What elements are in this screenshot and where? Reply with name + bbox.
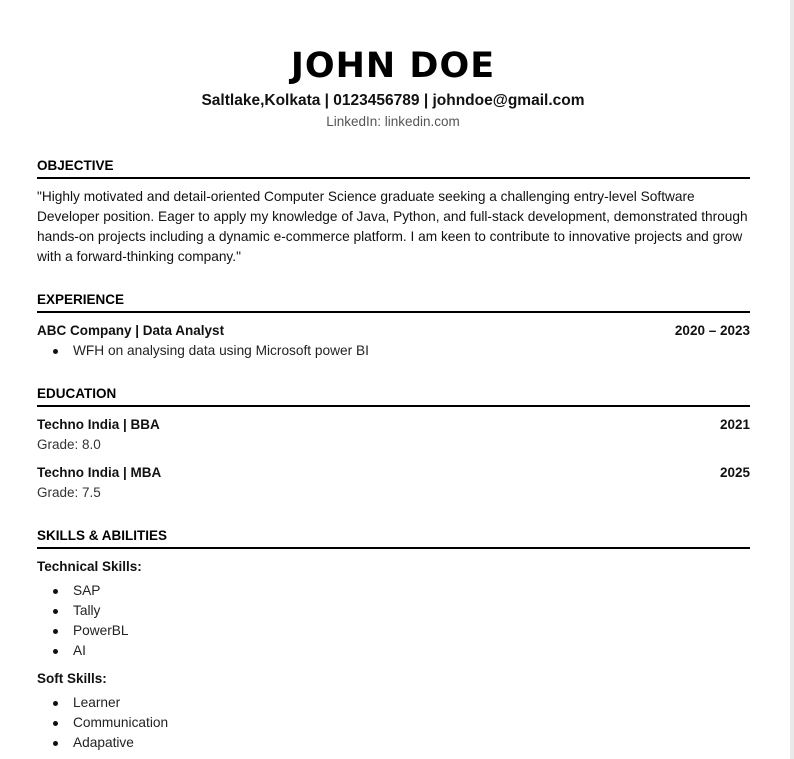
- technical-skills-list: [37, 581, 750, 661]
- education-school: Techno India | BBA: [37, 417, 160, 432]
- list-item: [37, 621, 750, 641]
- experience-dates: 2020 – 2023: [674, 323, 750, 338]
- education-school: Techno India | MBA: [37, 465, 162, 480]
- bullet-icon: [53, 349, 58, 354]
- bullet-icon: [53, 721, 58, 726]
- soft-skills-label: Soft Skills:: [37, 671, 107, 686]
- bullet-icon: [53, 589, 58, 594]
- objective-section: [37, 157, 750, 267]
- experience-role: ABC Company | Data Analyst: [37, 323, 225, 338]
- education-title: EDUCATION: [37, 385, 750, 407]
- scrollbar-track[interactable]: [790, 0, 794, 759]
- education-entry: [37, 463, 750, 503]
- education-section: [37, 385, 750, 511]
- bullet-icon: [53, 609, 58, 614]
- bullet-icon: [53, 701, 58, 706]
- bullet-icon: [53, 649, 58, 654]
- skill-text: AI: [73, 643, 86, 658]
- skill-text: SAP: [73, 583, 101, 598]
- contact-line: Saltlake,Kolkata | 0123456789 | johndoe@gmail.com: [201, 92, 585, 109]
- linkedin-line: LinkedIn: linkedin.com: [326, 114, 460, 129]
- skills-section: [37, 527, 750, 753]
- experience-title: EXPERIENCE: [37, 291, 750, 313]
- experience-bullet-text: WFH on analysing data using Microsoft power BI: [73, 343, 369, 358]
- education-entry: [37, 415, 750, 455]
- list-item: [37, 641, 750, 661]
- technical-skills-label: Technical Skills:: [37, 559, 142, 574]
- bullet-icon: [53, 629, 58, 634]
- skill-text: Adapative: [73, 735, 134, 750]
- experience-entry: [37, 321, 750, 341]
- soft-skills-list: [37, 693, 750, 753]
- skill-text: Communication: [73, 715, 169, 730]
- skill-text: Learner: [73, 695, 121, 710]
- skill-text: Tally: [73, 603, 101, 618]
- skill-text: PowerBL: [73, 623, 129, 638]
- education-year: 2021: [719, 417, 750, 432]
- skills-title: SKILLS & ABILITIES: [37, 527, 750, 549]
- experience-bullets: [37, 341, 750, 361]
- bullet-icon: [53, 741, 58, 746]
- education-grade: Grade: 7.5: [37, 485, 101, 500]
- list-item: [37, 713, 750, 733]
- education-grade: Grade: 8.0: [37, 437, 101, 452]
- education-year: 2025: [719, 465, 750, 480]
- list-item: [37, 693, 750, 713]
- list-item: [37, 581, 750, 601]
- objective-text: "Highly motivated and detail-oriented Computer Science graduate seeking a challenging entry-level Software Developer position. Eager to apply my knowledge of Java, Python, and full-stack development, demonstrated through hands-on projects including a dynamic e-commerce platform. I am keen to contribute to innovative projects and grow with a forward-thinking company.": [37, 189, 748, 264]
- objective-title: OBJECTIVE: [37, 157, 750, 179]
- list-item: [37, 733, 750, 753]
- resume-header: [0, 44, 786, 131]
- candidate-name: JOHN DOE: [290, 46, 496, 86]
- experience-section: [37, 291, 750, 361]
- list-item: [37, 341, 750, 361]
- list-item: [37, 601, 750, 621]
